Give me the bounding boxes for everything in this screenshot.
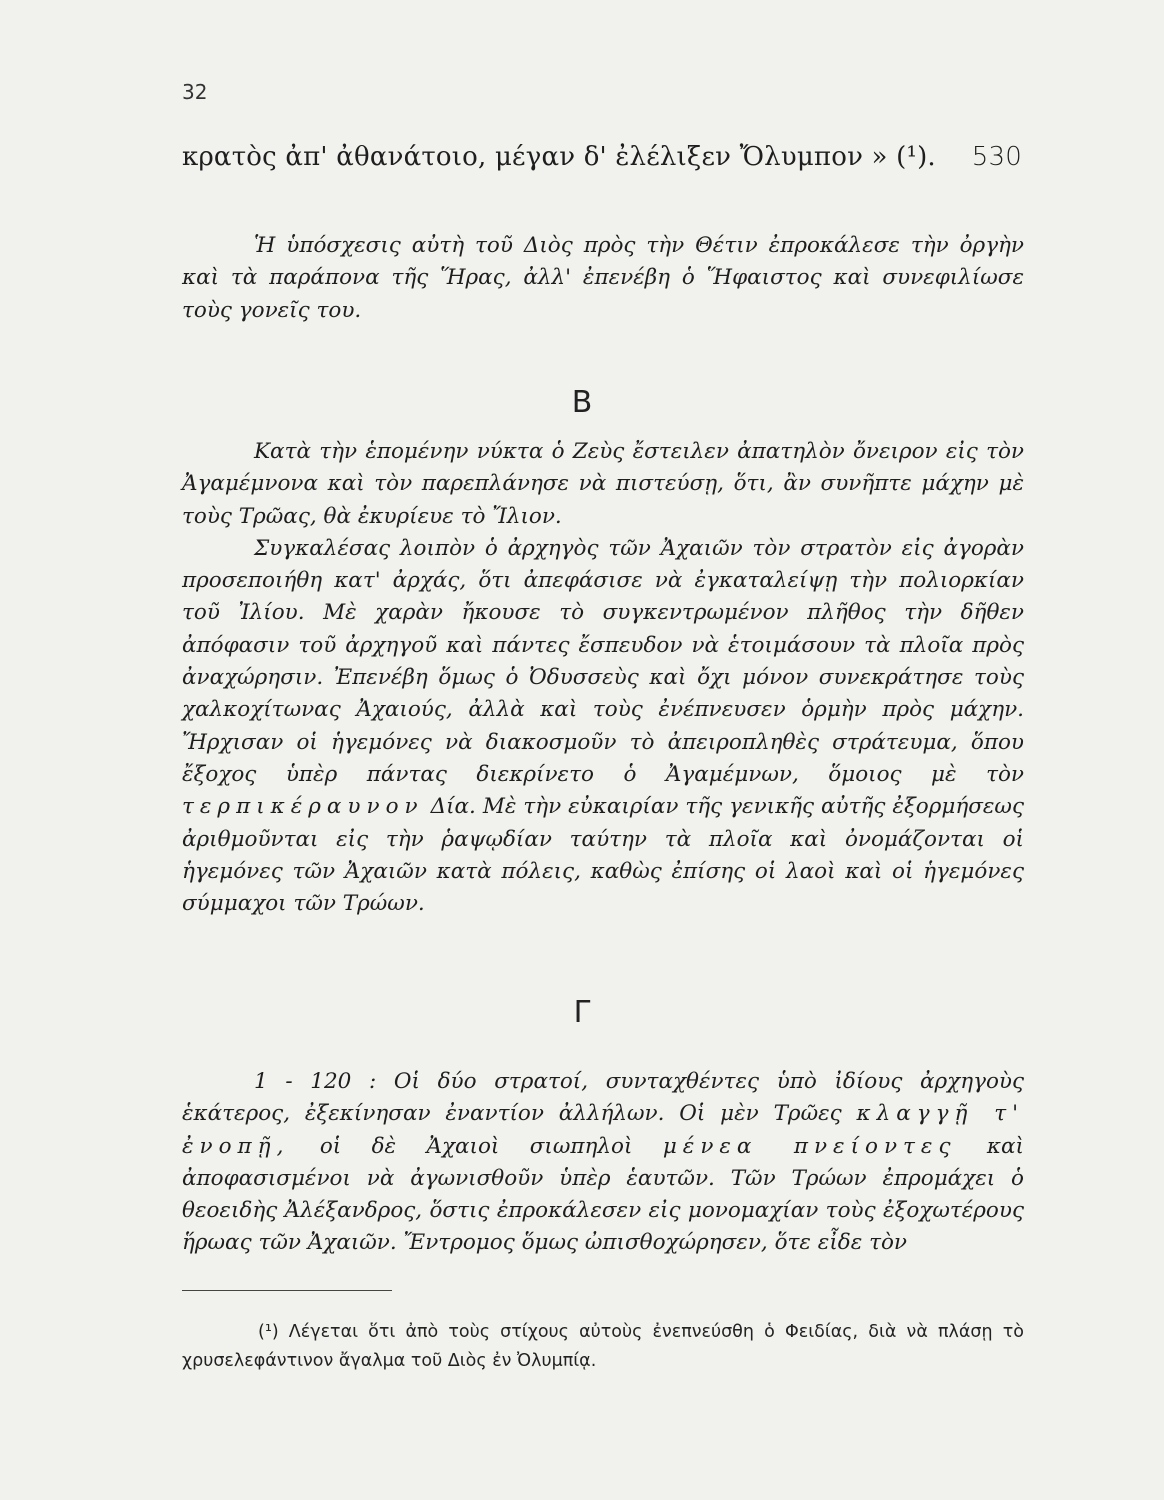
section-g-spaced-2: μένεα πνείοντες	[662, 1133, 957, 1159]
footnote-divider	[182, 1290, 392, 1291]
section-g-part2: οἱ δὲ Ἀχαιοὶ σιωπηλοὶ	[319, 1133, 633, 1159]
section-heading-g: Γ	[573, 995, 591, 1030]
verse-quote	[182, 142, 1022, 172]
section-g-part1: 1 - 120 : Οἱ δύο στρατοί, συνταχθέντες ὑπὸ ἰδίους ἀρχηγοὺς ἑκάτερος, ἐξεκίνησαν ἐναντίον ἀλλήλων. Οἱ μὲν Τρῶες	[182, 1069, 1024, 1127]
intro-paragraph	[182, 230, 1024, 327]
section-g-body	[182, 1066, 1024, 1260]
verse-text: κρατὸς ἀπ' ἀθανάτοιο, μέγαν δ' ἐλέλιξεν Ὄλυμπον » (¹).	[182, 142, 936, 172]
footnote-text: (¹) Λέγεται ὅτι ἀπὸ τοὺς στίχους αὐτοὺς ἐνεπνεύσθη ὁ Φειδίας, διὰ νὰ πλάσῃ τὸ χρυσελεφάντινον ἄγαλμα τοῦ Διὸς ἐν Ὀλυμπίᾳ.	[182, 1322, 1024, 1371]
section-g-spaced-1: κλαγγῇ τ' ἐνοπῇ,	[182, 1101, 1024, 1159]
section-b-body	[182, 436, 1024, 920]
section-heading-b: Β	[571, 385, 593, 420]
section-b-paragraph-1: Κατὰ τὴν ἑπομένην νύκτα ὁ Ζεὺς ἔστειλεν ἀπατηλὸν ὄνειρον εἰς τὸν Ἀγαμέμνονα καὶ τὸν παρεπλάνησε νὰ πιστεύσῃ, ὅτι, ἂν συνῆπτε μάχην μὲ τοὺς Τρῶας, θὰ ἐκυρίευε τὸ Ἴλιον.	[182, 439, 1024, 529]
section-b-p2-part2: Δία. Μὲ τὴν εὐκαιρίαν τῆς γενικῆς αὐτῆς ἐξορμήσεως ἀριθμοῦνται εἰς τὴν ῥαψῳδίαν ταύτην τὰ πλοῖα καὶ ὀνομάζονται οἱ ἡγεμόνες τῶν Ἀχαιῶν κατὰ πόλεις, καθὼς ἐπίσης οἱ λαοὶ καὶ οἱ ἡγεμόνες σύμμαχοι τῶν Τρώων.	[182, 794, 1025, 917]
section-b-paragraph-2	[182, 533, 1024, 921]
section-b-p2-part1: Συγκαλέσας λοιπὸν ὁ ἀρχηγὸς τῶν Ἀχαιῶν τὸν στρατὸν εἰς ἀγορὰν προσεποιήθη κατ' ἀρχάς, ὅτι ἀπεφάσισε νὰ ἐγκαταλείψῃ τὴν πολιορκίαν τοῦ Ἰλίου. Μὲ χαρὰν ἤκουσε τὸ συγκεντρωμένον πλῆθος τὴν δῆθεν ἀπόφασιν τοῦ ἀρχηγοῦ καὶ πάντες ἔσπευδον νὰ ἑτοιμάσουν τὰ πλοῖα πρὸς ἀναχώρησιν. Ἐπενέβη ὅμως ὁ Ὀδυσσεὺς καὶ ὄχι μόνον συνεκράτησε τοὺς χαλκοχίτωνας Ἀχαιούς, ἀλλὰ καὶ τοὺς ἐνέπνευσεν ὁρμὴν πρὸς μάχην. Ἤρχισαν οἱ ἡγεμόνες νὰ διακοσμοῦν τὸ ἀπειροπληθὲς στράτευμα, ὅπου ἔξοχος ὑπὲρ πάντας διεκρίνετο ὁ Ἀγαμέμνων, ὅμοιος μὲ τὸν	[182, 535, 1024, 787]
page-number: 32	[182, 80, 208, 104]
intro-text: Ἡ ὑπόσχεσις αὐτὴ τοῦ Διὸς πρὸς τὴν Θέτιν ἐπροκάλεσε τὴν ὀργὴν καὶ τὰ παράπονα τῆς Ἥρας, ἀλλ' ἐπενέβη ὁ Ἥφαιστος καὶ συνεφιλίωσε τοὺς γονεῖς του.	[182, 233, 1024, 323]
verse-line-number: 530	[971, 142, 1022, 172]
section-b-p2-spaced: τερπικέραυνον	[182, 794, 424, 820]
footnote	[182, 1318, 1024, 1376]
section-g-part3: καὶ ἀποφασισμένοι νὰ ἀγωνισθοῦν ὑπὲρ ἑαυτῶν. Τῶν Τρώων ἐπρομάχει ὁ θεοειδὴς Ἀλέξανδρος, ὅστις ἐπροκάλεσεν εἰς μονομαχίαν τοὺς ἐξοχωτέρους ἥρωας τῶν Ἀχαιῶν. Ἔντρομος ὅμως ὠπισθοχώρησεν, ὅτε εἶδε τὸν	[182, 1133, 1024, 1256]
section-g-paragraph	[182, 1066, 1024, 1260]
